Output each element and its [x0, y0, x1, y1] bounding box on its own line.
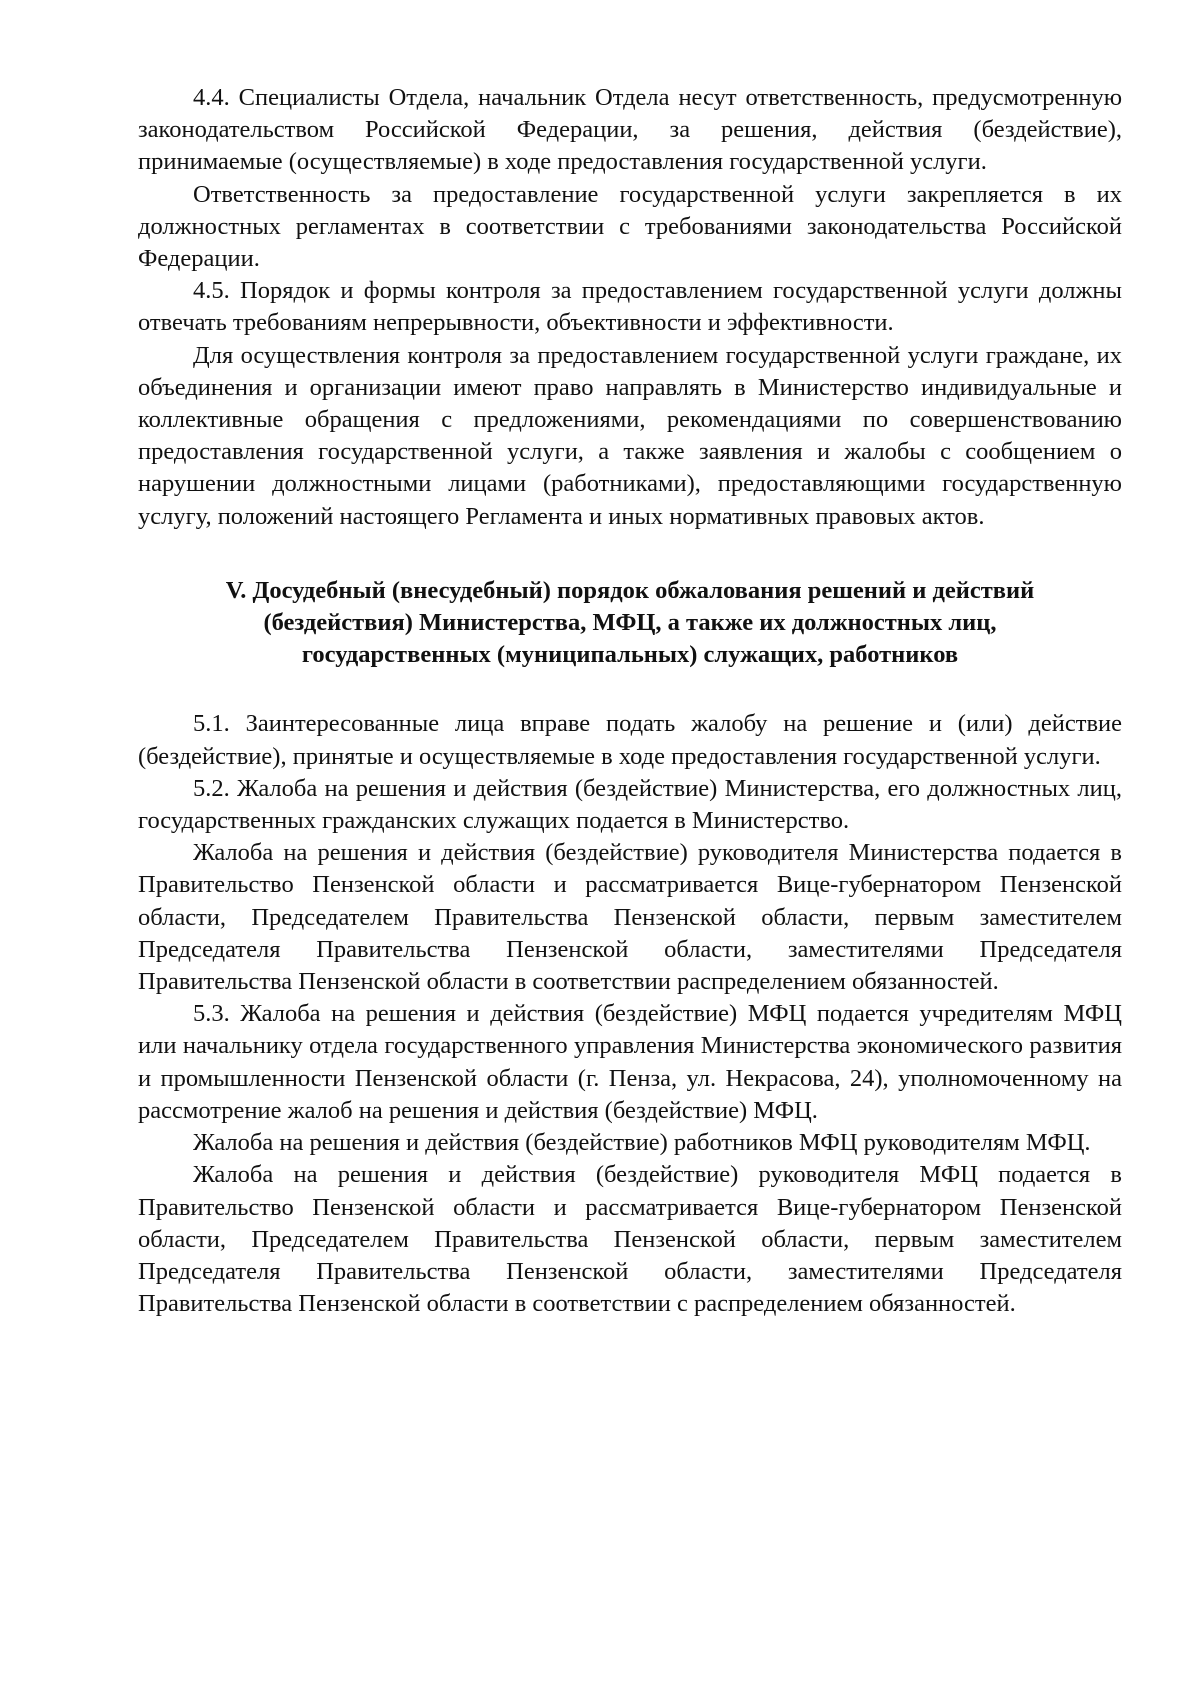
- paragraph-mfc-workers-complaint: Жалоба на решения и действия (бездействие) работников МФЦ руководителям МФЦ.: [193, 1129, 1091, 1157]
- paragraph-5-2: 5.2. Жалоба на решения и действия (бездействие) Министерства, его должностных лиц, государственных гражданских служащих подается в Министерство.: [138, 774, 1122, 835]
- paragraph-citizen-control: Для осуществления контроля за предоставлением государственной услуги граждане, их объединения и организации имеют право направлять в Министерство индивидуальные и коллективные обращения с предложениями, рекомендациями по совершенствованию предоставления государственной услуги, а также заявления и жалобы с сообщением о нарушении должностными лицами (работниками), предоставляющими государственную услугу, положений настоящего Регламента и иных нормативных правовых актов.: [138, 341, 1122, 530]
- paragraph-responsibility: Ответственность за предоставление государственной услуги закрепляется в их должностных регламентах в соответствии с требованиями законодательства Российской Федерации.: [138, 180, 1122, 273]
- document-page: [138, 82, 1122, 1662]
- section-5-heading: V. Досудебный (внесудебный) порядок обжалования решений и действий (бездействия) Министерства, МФЦ, а также их должностных лиц, государственных (муниципальных) служащих, работников: [225, 576, 1035, 669]
- paragraph-mfc-head-complaint: Жалоба на решения и действия (бездействие) руководителя МФЦ подается в Правительство Пензенской области и рассматривается Вице-губернатором Пензенской области, Председателем Правительства Пензенской области, первым заместителем Председателя Правительства Пензенской области, заместителями Председателя Правительства Пензенской области в соответствии с распределением обязанностей.: [138, 1161, 1122, 1318]
- paragraph-4-4: 4.4. Специалисты Отдела, начальник Отдела несут ответственность, предусмотренную законодательством Российской Федерации, за решения, действия (бездействие), принимаемые (осуществляемые) в ходе предоставления государственной услуги.: [138, 84, 1122, 176]
- paragraph-5-3: 5.3. Жалоба на решения и действия (бездействие) МФЦ подается учредителям МФЦ или начальнику отдела государственного управления Министерства экономического развития и промышленности Пензенской области (г. Пенза, ул. Некрасова, 24), уполномоченному на рассмотрение жалоб на решения и действия (бездействие) МФЦ.: [138, 1000, 1122, 1124]
- paragraph-5-1: 5.1. Заинтересованные лица вправе подать жалобу на решение и (или) действие (бездействие), принятые и осуществляемые в ходе предоставления государственной услуги.: [138, 710, 1122, 770]
- paragraph-ministry-head-complaint: Жалоба на решения и действия (бездействие) руководителя Министерства подается в Правительство Пензенской области и рассматривается Вице-губернатором Пензенской области, Председателем Правительства Пензенской области, первым заместителем Председателя Правительства Пензенской области, заместителями Председателя Правительства Пензенской области в соответствии распределением обязанностей.: [138, 839, 1122, 996]
- paragraph-4-5: 4.5. Порядок и формы контроля за предоставлением государственной услуги должны отвечать требованиям непрерывности, объективности и эффективности.: [138, 277, 1122, 337]
